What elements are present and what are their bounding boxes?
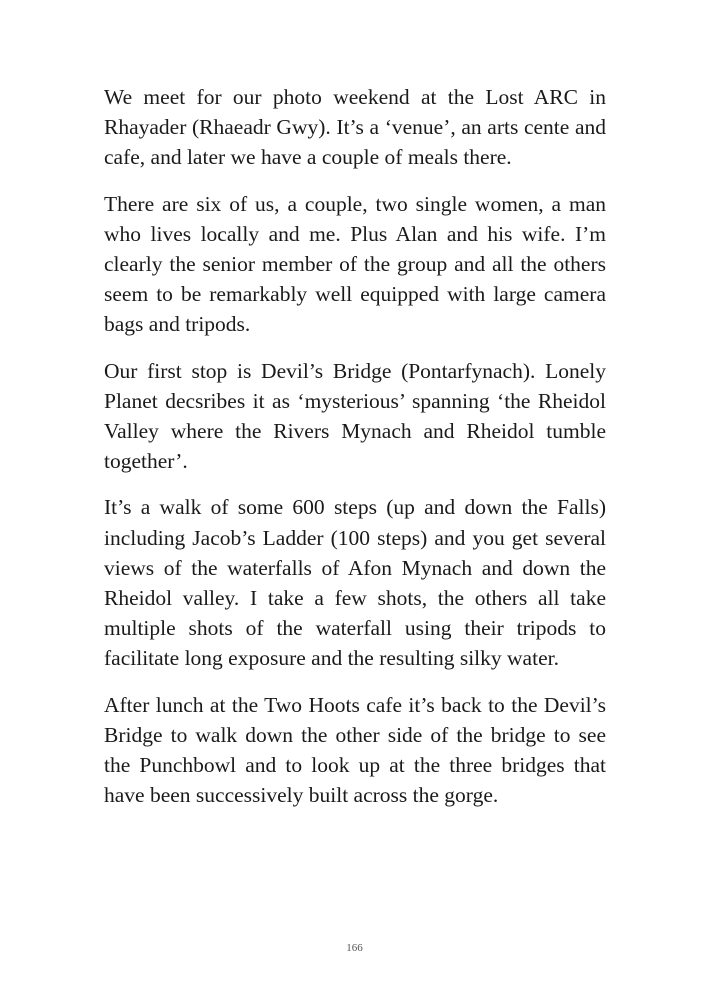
paragraph-5: After lunch at the Two Hoots cafe it’s back to the Devil’s Bridge to walk down the other side of the bridge to see the Punchbowl and to look up at the three bridges that have been successively built across the gorge. xyxy=(104,692,606,808)
body-text xyxy=(104,82,606,826)
paragraph-4: It’s a walk of some 600 steps (up and down the Falls) including Jacob’s Ladder (100 steps) and you get several views of the waterfalls of Afon Mynach and down the Rheidol valley. I take a few shots, the others all take multiple shots of the waterfall using their tripods to facilitate long exposure and the resulting silky water. xyxy=(104,495,606,671)
paragraph-2: There are six of us, a couple, two single women, a man who lives locally and me. Plus Alan and his wife. I’m clearly the senior member of the group and all the others seem to be remarkably well equipped with large camera bags and tripods. xyxy=(104,191,606,337)
paragraph-1: We meet for our photo weekend at the Lost ARC in Rhayader (Rhaeadr Gwy). It’s a ‘venue’, an arts cente and cafe, and later we have a couple of meals there. xyxy=(104,85,606,170)
page-number: 166 xyxy=(346,942,363,954)
paragraph-3: Our first stop is Devil’s Bridge (Pontarfynach). Lonely Planet decsribes it as ‘mysterious’ spanning ‘the Rheidol Valley where the Rivers Mynach and Rheidol tumble together’. xyxy=(104,358,606,474)
